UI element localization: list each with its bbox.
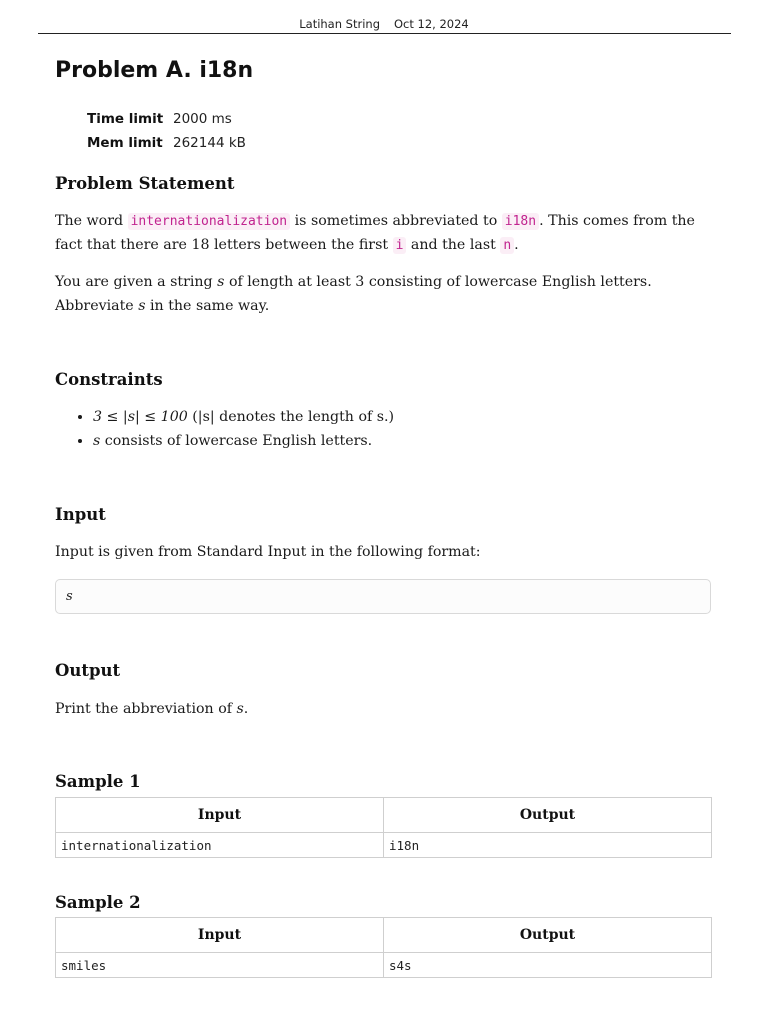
math-var-s: s (236, 701, 244, 717)
sample-2-heading: Sample 2 (55, 893, 141, 912)
contest-date: Oct 12, 2024 (394, 17, 469, 31)
input-description: Input is given from Standard Input in the following format: (55, 544, 481, 560)
constraints-list (55, 406, 713, 453)
sample-2-table (55, 917, 712, 978)
math-var-s: s (93, 432, 101, 449)
sample-1-heading: Sample 1 (55, 772, 141, 791)
time-limit-row (87, 107, 246, 131)
math-var-s: s (138, 297, 146, 314)
output-heading: Output (55, 661, 121, 680)
sample-input-cell: smiles (56, 953, 384, 978)
constraint-item: • s consists of lowercase English letters. (93, 430, 713, 454)
input-heading: Input (55, 505, 106, 524)
header-rule (38, 33, 731, 34)
sample-input-header: Input (56, 798, 384, 833)
page-header (0, 17, 768, 31)
sample-input-header: Input (56, 918, 384, 953)
statement-heading: Problem Statement (55, 174, 235, 193)
table-row (56, 953, 712, 978)
limits-block (87, 107, 246, 155)
time-limit-value: 2000 ms (173, 111, 232, 127)
math-var-s: s (217, 274, 225, 290)
input-format-var: s (66, 589, 73, 604)
time-limit-label: Time limit (87, 111, 164, 127)
statement-paragraph-1: The word internationalization is sometimes abbreviated to i18n . This comes from the fact that there are 18 letters between the first i and the last n . (55, 213, 695, 253)
code-internationalization: internationalization (128, 213, 291, 230)
code-i: i (393, 237, 407, 254)
constraint-math: 3 ≤ |s| ≤ 100 (93, 409, 188, 425)
input-format-box (55, 579, 711, 614)
code-n: n (500, 237, 514, 254)
table-header-row (56, 918, 712, 953)
constraints-heading: Constraints (55, 370, 163, 389)
sample-1-table (55, 797, 712, 858)
constraint-item: • 3 ≤ |s| ≤ 100 (|s| denotes the length of s.) (93, 406, 713, 430)
code-i18n: i18n (502, 213, 539, 230)
problem-title: Problem A. i18n (55, 58, 254, 83)
table-row (56, 833, 712, 858)
mem-limit-value: 262144 kB (173, 135, 246, 151)
contest-name: Latihan String (299, 17, 380, 31)
sample-input-cell: internationalization (56, 833, 384, 858)
sample-output-header: Output (384, 798, 712, 833)
sample-output-header: Output (384, 918, 712, 953)
mem-limit-row (87, 131, 246, 155)
sample-output-cell: i18n (384, 833, 712, 858)
sample-output-cell: s4s (384, 953, 712, 978)
statement-paragraph-2: You are given a string s of length at least 3 consisting of lowercase English letters. Abbreviate s in the same way. (55, 274, 652, 314)
table-header-row (56, 798, 712, 833)
output-description: Print the abbreviation of s. (55, 701, 249, 717)
mem-limit-label: Mem limit (87, 135, 163, 151)
